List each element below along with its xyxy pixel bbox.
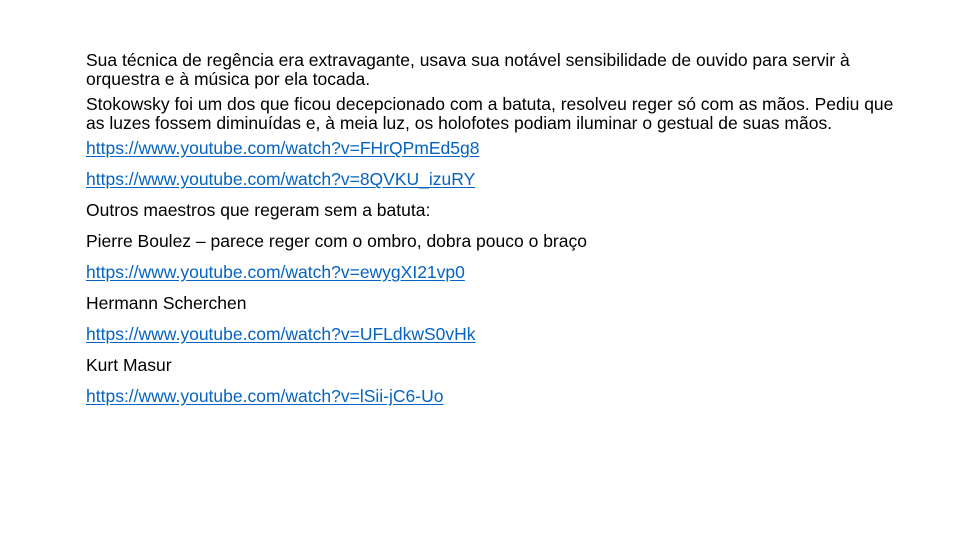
masur-text: Kurt Masur (86, 355, 172, 375)
link-line-5 (86, 381, 896, 412)
link-line-4 (86, 319, 896, 350)
boulez-text: Pierre Boulez – parece reger com o ombro, dobra pouco o braço (86, 231, 587, 251)
youtube-link-4[interactable]: https://www.youtube.com/watch?v=UFLdkwS0vHk (86, 324, 476, 344)
youtube-link-1[interactable]: https://www.youtube.com/watch?v=FHrQPmEd5g8 (86, 138, 480, 158)
link-line-1 (86, 139, 896, 164)
paragraph-stokowsky: Stokowsky foi um dos que ficou decepcionado com a batuta, resolveu reger só com as mãos. Pediu que as luzes fossem diminuídas e, à meia luz, os holofotes podiam iluminar o gestual de suas mãos. (86, 94, 894, 133)
youtube-link-3[interactable]: https://www.youtube.com/watch?v=ewygXI21vp0 (86, 262, 465, 282)
link-line-2 (86, 164, 896, 195)
others-heading: Outros maestros que regeram sem a batuta: (86, 200, 431, 220)
youtube-link-2[interactable]: https://www.youtube.com/watch?v=8QVKU_izuRY (86, 169, 476, 189)
slide-body (86, 51, 896, 412)
youtube-link-5[interactable]: https://www.youtube.com/watch?v=lSii-jC6-Uo (86, 386, 444, 406)
paragraph-technique: Sua técnica de regência era extravagante, usava sua notável sensibilidade de ouvido para servir à orquestra e à música por ela tocada. (86, 50, 850, 89)
scherchen-text: Hermann Scherchen (86, 293, 247, 313)
link-line-3 (86, 257, 896, 288)
